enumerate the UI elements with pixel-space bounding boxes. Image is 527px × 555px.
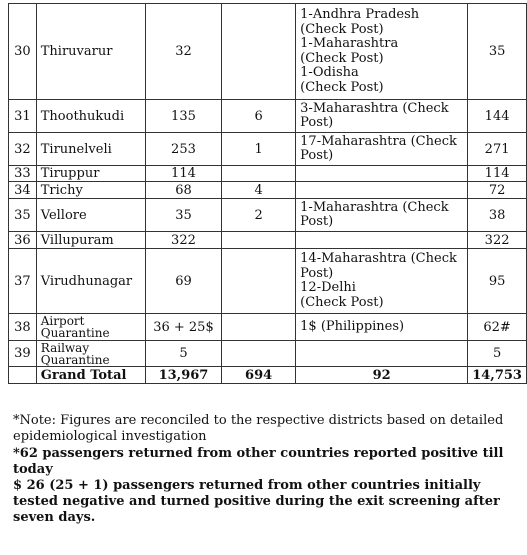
table-row	[9, 182, 527, 199]
grand-total-total: 14,753	[468, 367, 527, 384]
cell-total: 114	[468, 166, 527, 182]
cell-col2	[222, 341, 296, 367]
cell-col1: 69	[145, 249, 221, 314]
detail-line: 1-Maharashtra (Check	[300, 199, 449, 215]
table-row	[9, 4, 527, 100]
note-reconciled: *Note: Figures are reconciled to the respective districts based on detailed epidemiological investigation	[13, 413, 504, 444]
detail-line: (Check Post)	[300, 294, 384, 310]
detail-line: 3-Maharashtra (Check	[300, 100, 449, 116]
district-name: Tirunelveli	[36, 133, 145, 166]
cell-col1: 5	[145, 341, 221, 367]
detail-line: Post)	[300, 265, 334, 281]
cell-details	[296, 249, 468, 314]
cell-col2: 1	[222, 133, 296, 166]
cell-col1: 253	[145, 133, 221, 166]
detail-line: (Check Post)	[300, 79, 384, 95]
detail-line: 14-Maharashtra (Check	[300, 251, 457, 266]
detail-line: (Check Post)	[300, 21, 384, 37]
table-row	[9, 199, 527, 232]
grand-total-label: Grand Total	[36, 367, 145, 384]
cell-details	[296, 4, 468, 100]
district-name: Villupuram	[36, 232, 145, 249]
cell-details	[296, 166, 468, 182]
cell-col2: 4	[222, 182, 296, 199]
cell-col2: 6	[222, 100, 296, 133]
district-name: Virudhunagar	[36, 249, 145, 314]
district-name: Airport Quarantine	[36, 314, 145, 341]
cell-total: 271	[468, 133, 527, 166]
cell-col1: 35	[145, 199, 221, 232]
district-name: Vellore	[36, 199, 145, 232]
cell-total: 322	[468, 232, 527, 249]
row-number: 31	[9, 100, 37, 133]
district-name: Railway Quarantine	[36, 341, 145, 367]
row-number: 39	[9, 341, 37, 367]
grand-total-col3: 92	[296, 367, 468, 384]
cell-col2	[222, 314, 296, 341]
row-number: 36	[9, 232, 37, 249]
detail-line: 1-Odisha	[300, 65, 359, 80]
row-number: 30	[9, 4, 37, 100]
table-row	[9, 133, 527, 166]
cell-total: 35	[468, 4, 527, 100]
cell-details	[296, 341, 468, 367]
note-exit-screening: $ 26 (25 + 1) passengers returned from other countries initially tested negative and turned positive during the exit screening after seven days.	[13, 478, 500, 525]
cell-details	[296, 100, 468, 133]
table-row	[9, 232, 527, 249]
row-number: 33	[9, 166, 37, 182]
table-row	[9, 314, 527, 341]
district-name: Thiruvarur	[36, 4, 145, 100]
cell-col2	[222, 249, 296, 314]
cell-col1: 114	[145, 166, 221, 182]
table-row	[9, 249, 527, 314]
row-number: 35	[9, 199, 37, 232]
row-number	[9, 367, 37, 384]
cell-col1: 322	[145, 232, 221, 249]
footnotes	[13, 413, 523, 526]
cell-total: 5	[468, 341, 527, 367]
row-number: 34	[9, 182, 37, 199]
cell-col1: 36 + 25$	[145, 314, 221, 341]
cell-col2	[222, 4, 296, 100]
detail-line: 17-Maharashtra (Check	[300, 133, 457, 149]
cell-col2: 2	[222, 199, 296, 232]
cell-details	[296, 133, 468, 166]
cell-total: 72	[468, 182, 527, 199]
table-row	[9, 341, 527, 367]
cell-total: 95	[468, 249, 527, 314]
cell-details	[296, 199, 468, 232]
table-row	[9, 100, 527, 133]
district-name: Thoothukudi	[36, 100, 145, 133]
district-name: Trichy	[36, 182, 145, 199]
cell-details	[296, 182, 468, 199]
detail-line: 1$ (Philippines)	[300, 318, 405, 334]
district-cases-table	[8, 3, 527, 384]
cell-col1: 68	[145, 182, 221, 199]
note-passengers-positive: *62 passengers returned from other countries reported positive till today	[13, 446, 504, 477]
detail-line: 1-Maharashtra	[300, 36, 399, 51]
table-row	[9, 166, 527, 182]
cell-details	[296, 232, 468, 249]
row-number: 32	[9, 133, 37, 166]
district-name: Tiruppur	[36, 166, 145, 182]
cell-total: 144	[468, 100, 527, 133]
detail-line: 12-Delhi	[300, 280, 356, 295]
detail-line: (Check Post)	[300, 50, 384, 66]
cell-total: 62#	[468, 314, 527, 341]
detail-line: Post)	[300, 214, 334, 229]
row-number: 38	[9, 314, 37, 341]
row-number: 37	[9, 249, 37, 314]
grand-total-row	[9, 367, 527, 384]
cell-details	[296, 314, 468, 341]
grand-total-col1: 13,967	[145, 367, 221, 384]
cell-total: 38	[468, 199, 527, 232]
detail-line: 1-Andhra Pradesh	[300, 7, 420, 22]
cell-col2	[222, 166, 296, 182]
grand-total-col2: 694	[222, 367, 296, 384]
cell-col2	[222, 232, 296, 249]
detail-line: Post)	[300, 115, 334, 130]
cell-col1: 135	[145, 100, 221, 133]
detail-line: Post)	[300, 148, 334, 163]
cell-col1: 32	[145, 4, 221, 100]
